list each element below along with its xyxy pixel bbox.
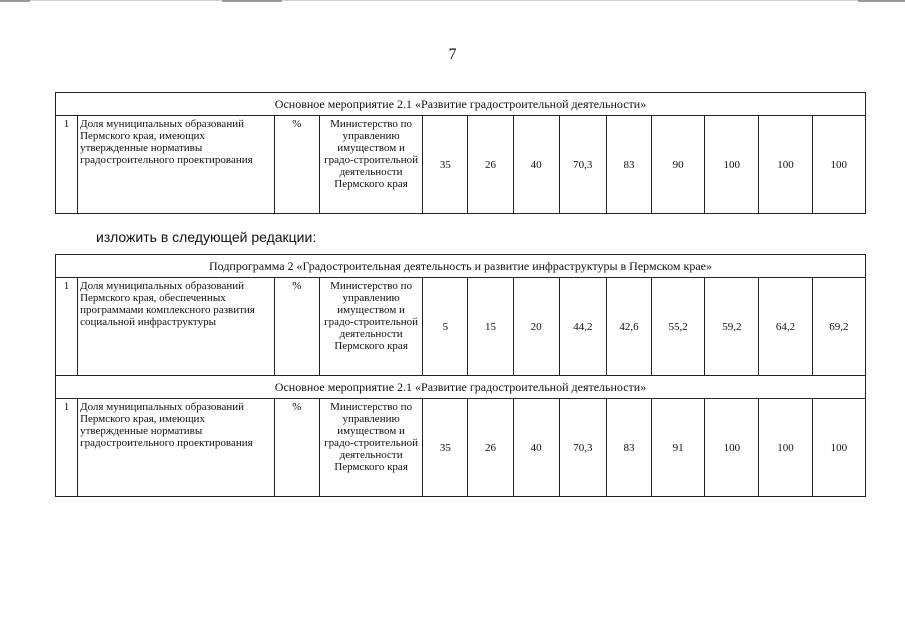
value-cell: 5 [423,278,468,376]
unit: % [274,399,319,497]
value-cell: 100 [705,399,759,497]
value-cell: 42,6 [606,278,651,376]
table-header: Основное мероприятие 2.1 «Развитие градостроительной деятельности» [56,376,866,399]
value-cell: 100 [812,116,865,214]
executor: Министерство по управлению имуществом и градо-строительной деятельности Пермского края [319,278,422,376]
value-cell: 100 [759,116,812,214]
value-cell: 40 [513,116,559,214]
row-number: 1 [56,399,78,497]
value-cell: 40 [513,399,559,497]
executor: Министерство по управлению имуществом и градо-строительной деятельности Пермского края [319,116,422,214]
new-table [55,254,866,497]
value-cell: 83 [606,399,651,497]
value-cell: 35 [423,399,468,497]
value-cell: 20 [513,278,559,376]
executor: Министерство по управлению имуществом и градо-строительной деятельности Пермского края [319,399,422,497]
indicator-name: Доля муниципальных образований Пермского края, имеющих утвержденные нормативы градостроительного проектирования [78,399,275,497]
value-cell: 83 [606,116,651,214]
value-cell: 55,2 [652,278,705,376]
value-cell: 69,2 [812,278,865,376]
value-cell: 100 [759,399,812,497]
value-cell: 59,2 [705,278,759,376]
scan-mark [858,0,905,2]
table-row [56,278,866,376]
value-cell: 26 [468,116,513,214]
value-cell: 70,3 [559,399,606,497]
subprogram-header: Подпрограмма 2 «Градостроительная деятельность и развитие инфраструктуры в Пермском крае» [56,255,866,278]
value-cell: 90 [652,116,705,214]
value-cell: 64,2 [759,278,812,376]
value-cell: 100 [812,399,865,497]
table-row [56,399,866,497]
unit: % [274,278,319,376]
intro-text: изложить в следующей редакции: [96,229,317,245]
indicator-name: Доля муниципальных образований Пермского края, обеспеченных программами комплексного развития социальной инфраструктуры [78,278,275,376]
table-header: Основное мероприятие 2.1 «Развитие градостроительной деятельности» [56,93,866,116]
row-number: 1 [56,278,78,376]
value-cell: 26 [468,399,513,497]
row-number: 1 [56,116,78,214]
scan-edge [0,0,905,1]
indicator-name: Доля муниципальных образований Пермского края, имеющих утвержденные нормативы градостроительного проектирования [78,116,275,214]
value-cell: 91 [652,399,705,497]
value-cell: 100 [705,116,759,214]
scan-mark [222,0,282,2]
old-table [55,92,866,214]
value-cell: 15 [468,278,513,376]
value-cell: 44,2 [559,278,606,376]
page-number: 7 [448,46,457,63]
table-row [56,116,866,214]
scan-mark [0,0,30,2]
unit: % [274,116,319,214]
value-cell: 35 [423,116,468,214]
value-cell: 70,3 [559,116,606,214]
